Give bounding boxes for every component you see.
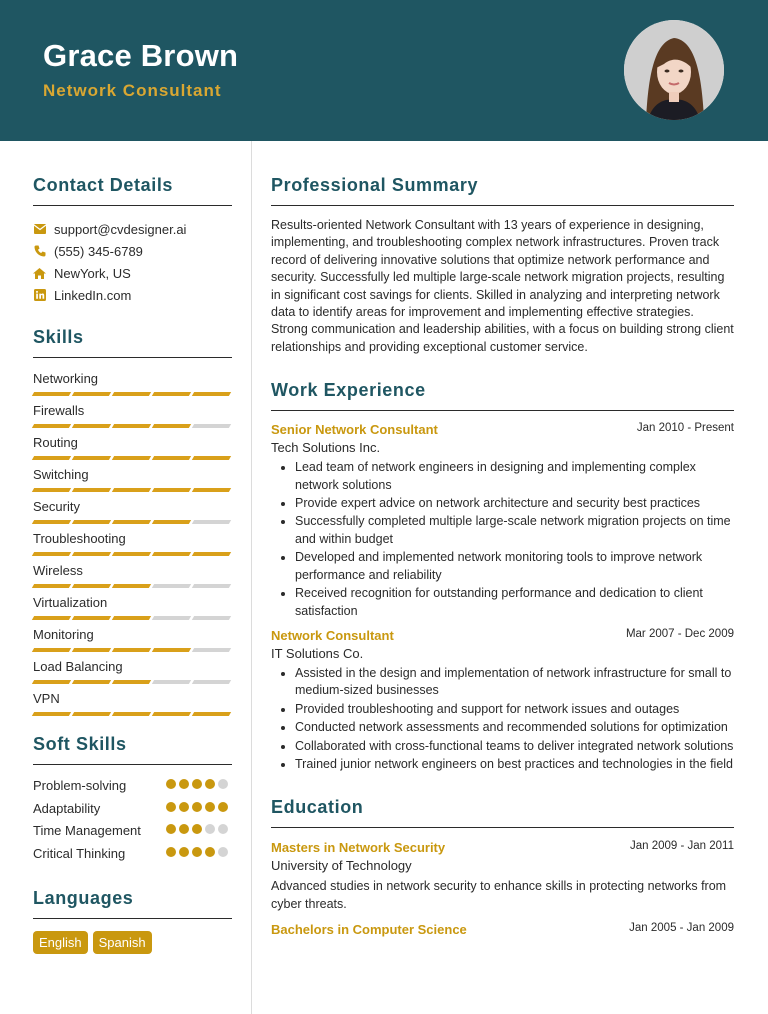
skill-level-segment <box>32 424 71 428</box>
job-bullet: • Received recognition for outstanding performance and dedication to client satisfaction <box>295 585 734 620</box>
job-bullets <box>271 459 734 620</box>
language-tags <box>33 931 232 954</box>
column-divider <box>251 141 252 1014</box>
skills-list <box>33 371 232 723</box>
education-entry <box>271 840 734 913</box>
candidate-title: Network Consultant <box>43 81 222 100</box>
skill-level-segment <box>112 488 151 492</box>
skill-item <box>33 371 232 403</box>
languages-heading: Languages <box>33 888 134 908</box>
experience-heading: Work Experience <box>271 380 426 401</box>
job-dates: Jan 2010 - Present <box>636 422 734 435</box>
job-entry <box>271 628 734 773</box>
contact-heading: Contact Details <box>33 175 174 195</box>
skill-level-segment <box>72 712 111 716</box>
skill-level-bar <box>33 616 230 620</box>
skill-level-bar <box>33 648 230 652</box>
skill-level-segment <box>192 680 231 684</box>
rating-dot <box>166 847 176 857</box>
home-icon <box>33 267 46 280</box>
soft-skill-rating <box>166 847 228 857</box>
contact-phone[interactable] <box>33 240 232 262</box>
skill-level-segment <box>192 392 231 396</box>
skill-level-segment <box>32 520 71 524</box>
job-bullet: • Assisted in the design and implementation of network infrastructure for small to medium-sized businesses <box>295 665 734 700</box>
skill-level-segment <box>72 392 111 396</box>
skill-level-segment <box>152 584 191 588</box>
summary-section <box>271 175 734 356</box>
job-bullets <box>271 665 734 773</box>
left-column <box>33 141 232 954</box>
company-name: IT Solutions Co. <box>271 645 364 661</box>
soft-skill-rating <box>166 779 228 789</box>
skill-level-segment <box>112 392 151 396</box>
soft-skill-label: Critical Thinking <box>33 845 126 861</box>
skill-level-segment <box>32 392 71 396</box>
company-name: Tech Solutions Inc. <box>271 440 381 456</box>
contact-phone-text: (555) 345-6789 <box>54 243 143 259</box>
job-entry <box>271 422 734 620</box>
section-divider <box>33 764 232 765</box>
contact-location <box>33 262 232 284</box>
job-bullet: • Provide expert advice on network architecture and security best practices <box>295 495 734 512</box>
skill-item <box>33 435 232 467</box>
soft-skill-item <box>33 822 232 840</box>
envelope-icon <box>33 223 46 236</box>
skill-level-segment <box>192 456 231 460</box>
skill-level-segment <box>112 648 151 652</box>
linkedin-icon <box>33 289 46 302</box>
skill-level-segment <box>152 616 191 620</box>
skill-level-bar <box>33 712 230 716</box>
skill-level-segment <box>152 424 191 428</box>
soft-skill-item <box>33 845 232 863</box>
education-description: Advanced studies in network security to enhance skills in protecting networks from cyber threats. <box>271 879 727 911</box>
skill-level-segment <box>32 616 71 620</box>
skill-item <box>33 531 232 563</box>
contact-linkedin-text: LinkedIn.com <box>54 287 132 303</box>
skill-level-bar <box>33 552 230 556</box>
skill-label: Firewalls <box>33 403 85 418</box>
rating-dot <box>205 824 215 834</box>
skill-label: Load Balancing <box>33 659 123 674</box>
education-heading: Education <box>271 797 364 818</box>
skills-heading: Skills <box>33 327 84 347</box>
skill-level-segment <box>72 488 111 492</box>
skill-level-bar <box>33 520 230 524</box>
rating-dot <box>166 802 176 812</box>
skill-level-segment <box>192 520 231 524</box>
job-bullet: • Successfully completed multiple large-scale network migration projects on time and within budget <box>295 513 734 548</box>
skill-level-bar <box>33 392 230 396</box>
rating-dot <box>166 779 176 789</box>
section-divider <box>271 410 734 411</box>
section-divider <box>271 205 734 206</box>
skill-level-segment <box>112 584 151 588</box>
job-title: Senior Network Consultant <box>271 422 438 438</box>
skill-level-segment <box>112 456 151 460</box>
skill-level-segment <box>72 648 111 652</box>
job-bullet: • Collaborated with cross-functional teams to deliver integrated network solutions <box>295 738 734 755</box>
skill-level-segment <box>72 456 111 460</box>
soft-skill-item <box>33 800 232 818</box>
skill-level-segment <box>32 552 71 556</box>
contact-email-text: support@cvdesigner.ai <box>54 221 187 237</box>
job-bullet: • Provided troubleshooting and support for network issues and outages <box>295 701 734 718</box>
rating-dot <box>218 824 228 834</box>
skill-level-bar <box>33 584 230 588</box>
job-bullet: • Trained junior network engineers on best practices and technologies in the field <box>295 756 734 773</box>
summary-heading: Professional Summary <box>271 175 479 195</box>
rating-dot <box>179 847 189 857</box>
skill-level-segment <box>192 712 231 716</box>
contact-location-text: NewYork, US <box>54 265 131 281</box>
skill-item <box>33 467 232 499</box>
right-column <box>271 141 734 940</box>
languages-section <box>33 888 232 954</box>
section-divider <box>33 357 232 358</box>
summary-text: Results-oriented Network Consultant with 13 years of experience in designing, implementing, and troubleshooting complex network infrastructures. Proven track record of delivering innovative solutions that optimize network performance and security. Successfully led multiple large-scale network migration projects, resulting in significant cost savings for clients. Skilled in analyzing and interpreting network data to identify areas for improvement and implementing effective strategies. Strong communication and leadership abilities, with a focus on building strong client relationships and providing exceptional customer service. <box>271 218 734 354</box>
soft-skills-section <box>33 734 232 862</box>
skill-level-segment <box>112 680 151 684</box>
skill-level-segment <box>192 552 231 556</box>
language-tag: English <box>33 931 88 954</box>
skill-label: Virtualization <box>33 595 108 610</box>
rating-dot <box>192 847 202 857</box>
rating-dot <box>205 779 215 789</box>
skill-level-segment <box>32 584 71 588</box>
school-name: University of Technology <box>271 858 412 874</box>
skill-level-segment <box>72 552 111 556</box>
skill-level-segment <box>72 520 111 524</box>
skill-level-segment <box>192 616 231 620</box>
skill-level-segment <box>152 712 191 716</box>
skill-level-segment <box>72 680 111 684</box>
rating-dot <box>218 779 228 789</box>
skill-label: Networking <box>33 371 99 386</box>
skill-level-segment <box>32 456 71 460</box>
soft-skills-list <box>33 777 232 862</box>
soft-skills-heading: Soft Skills <box>33 734 127 754</box>
soft-skill-rating <box>166 802 228 812</box>
experience-section <box>271 380 734 773</box>
rating-dot <box>192 802 202 812</box>
header-banner <box>0 0 768 141</box>
skill-label: VPN <box>33 691 60 706</box>
contact-section <box>33 175 232 306</box>
education-dates: Jan 2009 - Jan 2011 <box>629 840 734 853</box>
section-divider <box>271 827 734 828</box>
job-dates: Mar 2007 - Dec 2009 <box>625 627 734 640</box>
section-divider <box>33 205 232 206</box>
education-entry <box>271 922 734 940</box>
skill-level-segment <box>192 648 231 652</box>
skill-level-segment <box>72 424 111 428</box>
skills-section <box>33 327 232 723</box>
rating-dot <box>192 824 202 834</box>
skill-level-segment <box>192 488 231 492</box>
skill-label: Security <box>33 499 80 514</box>
soft-skill-rating <box>166 824 228 834</box>
skill-level-segment <box>152 552 191 556</box>
skill-label: Switching <box>33 467 89 482</box>
language-tag: Spanish <box>93 931 152 954</box>
skill-level-segment <box>112 424 151 428</box>
job-bullet: • Lead team of network engineers in designing and implementing complex network solutions <box>295 459 734 494</box>
rating-dot <box>205 802 215 812</box>
skill-level-segment <box>112 616 151 620</box>
rating-dot <box>218 847 228 857</box>
skill-level-segment <box>112 712 151 716</box>
candidate-name: Grace Brown <box>43 38 239 73</box>
soft-skill-label: Adaptability <box>33 800 101 816</box>
soft-skill-label: Time Management <box>33 823 141 838</box>
rating-dot <box>205 847 215 857</box>
rating-dot <box>218 802 228 812</box>
skill-level-segment <box>32 488 71 492</box>
job-bullet: • Conducted network assessments and recommended solutions for optimization <box>295 719 734 736</box>
section-divider <box>33 918 232 919</box>
skill-item <box>33 403 232 435</box>
skill-item <box>33 691 232 723</box>
education-dates: Jan 2005 - Jan 2009 <box>629 922 734 935</box>
phone-icon <box>33 245 46 258</box>
skill-level-segment <box>192 424 231 428</box>
skill-level-segment <box>152 648 191 652</box>
skill-level-segment <box>152 488 191 492</box>
skill-level-segment <box>32 712 71 716</box>
skill-label: Monitoring <box>33 627 94 642</box>
rating-dot <box>179 779 189 789</box>
skill-level-segment <box>72 584 111 588</box>
soft-skill-label: Problem-solving <box>33 778 127 793</box>
skill-level-segment <box>72 616 111 620</box>
degree-title: Masters in Network Security <box>271 840 446 856</box>
skill-level-bar <box>33 680 230 684</box>
skill-level-segment <box>32 680 71 684</box>
skill-level-segment <box>32 648 71 652</box>
skill-item <box>33 563 232 595</box>
skill-level-bar <box>33 488 230 492</box>
skill-level-segment <box>152 392 191 396</box>
rating-dot <box>192 779 202 789</box>
contact-linkedin[interactable] <box>33 284 232 306</box>
profile-photo <box>624 20 724 120</box>
job-title: Network Consultant <box>271 627 394 643</box>
skill-label: Wireless <box>33 563 83 578</box>
contact-email[interactable] <box>33 218 232 240</box>
skill-level-segment <box>152 456 191 460</box>
skill-item <box>33 499 232 531</box>
skill-level-segment <box>152 520 191 524</box>
skill-label: Routing <box>33 435 78 450</box>
rating-dot <box>166 824 176 834</box>
rating-dot <box>179 824 189 834</box>
job-bullet: • Developed and implemented network monitoring tools to improve network performance and reliability <box>295 549 734 584</box>
skill-level-segment <box>112 520 151 524</box>
skill-level-segment <box>192 584 231 588</box>
skill-item <box>33 659 232 691</box>
degree-title: Bachelors in Computer Science <box>271 922 467 938</box>
skill-item <box>33 627 232 659</box>
education-section <box>271 797 734 940</box>
skill-level-segment <box>112 552 151 556</box>
skill-level-bar <box>33 424 230 428</box>
soft-skill-item <box>33 777 232 795</box>
skill-level-segment <box>152 680 191 684</box>
skill-level-bar <box>33 456 230 460</box>
skill-label: Troubleshooting <box>33 531 126 546</box>
skill-item <box>33 595 232 627</box>
rating-dot <box>179 802 189 812</box>
